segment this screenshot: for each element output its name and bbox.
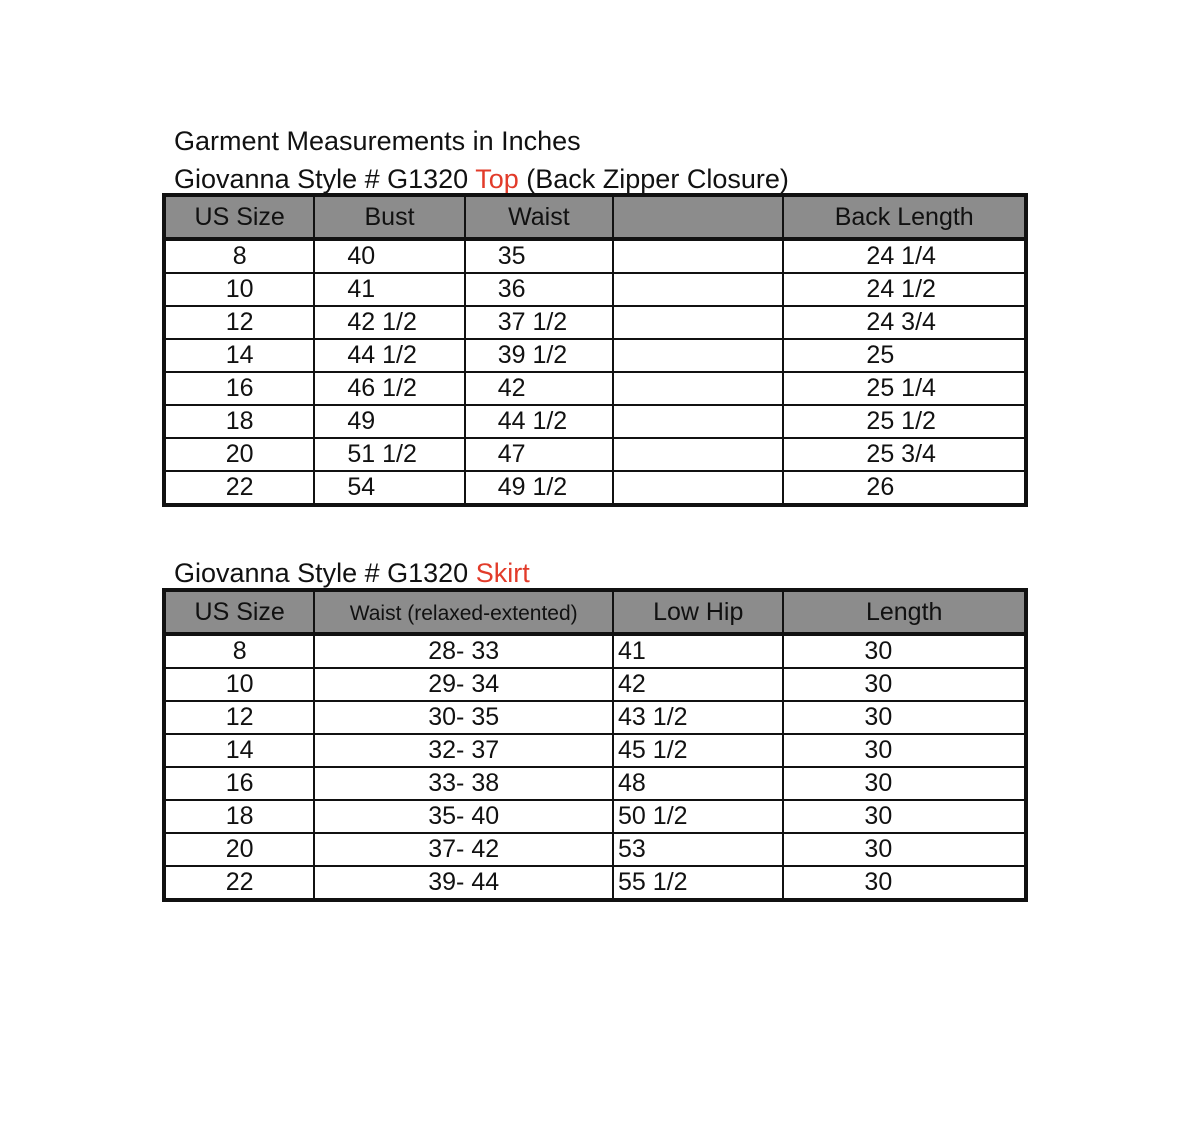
top-cell-blank <box>613 239 783 273</box>
skirt-table-row <box>164 800 1026 833</box>
skirt-header-length: Length <box>783 590 1026 634</box>
skirt-cell-us-size: 18 <box>164 800 314 833</box>
top-cell-back-length: 24 1/2 <box>783 273 1026 306</box>
top-cell-us-size: 12 <box>164 306 314 339</box>
top-cell-blank <box>613 471 783 505</box>
top-cell-blank <box>613 273 783 306</box>
skirt-cell-waist: 39- 44 <box>314 866 613 900</box>
top-title-prefix: Giovanna Style # G1320 <box>174 164 476 194</box>
top-table-body <box>164 239 1026 505</box>
skirt-cell-low-hip: 55 1/2 <box>613 866 783 900</box>
skirt-cell-length: 30 <box>783 734 1026 767</box>
top-title-accent: Top <box>475 164 519 194</box>
skirt-cell-low-hip: 50 1/2 <box>613 800 783 833</box>
top-cell-back-length: 25 1/4 <box>783 372 1026 405</box>
skirt-cell-length: 30 <box>783 634 1026 668</box>
top-table-row <box>164 372 1026 405</box>
skirt-title-accent: Skirt <box>475 558 530 588</box>
skirt-cell-length: 30 <box>783 800 1026 833</box>
top-cell-back-length: 26 <box>783 471 1026 505</box>
top-cell-waist: 39 1/2 <box>465 339 613 372</box>
top-cell-us-size: 22 <box>164 471 314 505</box>
top-cell-blank <box>613 372 783 405</box>
top-table-row <box>164 339 1026 372</box>
top-cell-waist: 36 <box>465 273 613 306</box>
top-cell-us-size: 16 <box>164 372 314 405</box>
skirt-table-row <box>164 833 1026 866</box>
top-cell-bust: 44 1/2 <box>314 339 464 372</box>
skirt-cell-us-size: 12 <box>164 701 314 734</box>
skirt-table-row <box>164 767 1026 800</box>
skirt-header-us-size: US Size <box>164 590 314 634</box>
skirt-table-row <box>164 668 1026 701</box>
top-cell-bust: 46 1/2 <box>314 372 464 405</box>
skirt-cell-length: 30 <box>783 767 1026 800</box>
top-cell-bust: 49 <box>314 405 464 438</box>
skirt-header-low-hip: Low Hip <box>613 590 783 634</box>
skirt-cell-low-hip: 48 <box>613 767 783 800</box>
skirt-cell-waist: 30- 35 <box>314 701 613 734</box>
skirt-cell-length: 30 <box>783 668 1026 701</box>
skirt-table-row <box>164 701 1026 734</box>
skirt-cell-waist: 32- 37 <box>314 734 613 767</box>
top-cell-us-size: 10 <box>164 273 314 306</box>
skirt-cell-length: 30 <box>783 701 1026 734</box>
top-cell-us-size: 8 <box>164 239 314 273</box>
top-size-table <box>162 193 1028 507</box>
top-table-row <box>164 306 1026 339</box>
top-cell-bust: 54 <box>314 471 464 505</box>
top-cell-us-size: 18 <box>164 405 314 438</box>
top-cell-waist: 47 <box>465 438 613 471</box>
top-header-back-length: Back Length <box>783 195 1026 239</box>
top-table-row <box>164 405 1026 438</box>
top-cell-bust: 41 <box>314 273 464 306</box>
skirt-table-body <box>164 634 1026 900</box>
top-cell-us-size: 20 <box>164 438 314 471</box>
skirt-cell-us-size: 8 <box>164 634 314 668</box>
top-cell-blank <box>613 438 783 471</box>
top-table-row <box>164 471 1026 505</box>
skirt-cell-us-size: 20 <box>164 833 314 866</box>
skirt-cell-length: 30 <box>783 866 1026 900</box>
skirt-cell-waist: 29- 34 <box>314 668 613 701</box>
top-cell-waist: 42 <box>465 372 613 405</box>
top-header-us-size: US Size <box>164 195 314 239</box>
top-header-blank <box>613 195 783 239</box>
page-title: Garment Measurements in Inches <box>174 126 581 156</box>
skirt-cell-low-hip: 45 1/2 <box>613 734 783 767</box>
top-cell-blank <box>613 339 783 372</box>
top-cell-waist: 37 1/2 <box>465 306 613 339</box>
top-cell-waist: 44 1/2 <box>465 405 613 438</box>
top-title-suffix: (Back Zipper Closure) <box>518 164 789 194</box>
top-cell-back-length: 25 1/2 <box>783 405 1026 438</box>
skirt-section-title <box>174 557 530 589</box>
top-cell-bust: 42 1/2 <box>314 306 464 339</box>
top-cell-back-length: 24 1/4 <box>783 239 1026 273</box>
skirt-table-row <box>164 634 1026 668</box>
skirt-header-row <box>164 590 1026 634</box>
top-cell-back-length: 25 <box>783 339 1026 372</box>
skirt-cell-waist: 28- 33 <box>314 634 613 668</box>
top-header-bust: Bust <box>314 195 464 239</box>
top-cell-blank <box>613 306 783 339</box>
top-cell-waist: 49 1/2 <box>465 471 613 505</box>
top-table-row <box>164 438 1026 471</box>
skirt-cell-length: 30 <box>783 833 1026 866</box>
top-cell-back-length: 25 3/4 <box>783 438 1026 471</box>
skirt-table-row <box>164 866 1026 900</box>
top-cell-bust: 51 1/2 <box>314 438 464 471</box>
skirt-cell-low-hip: 41 <box>613 634 783 668</box>
skirt-cell-low-hip: 42 <box>613 668 783 701</box>
skirt-header-waist: Waist (relaxed-extented) <box>314 590 613 634</box>
skirt-cell-low-hip: 53 <box>613 833 783 866</box>
skirt-cell-low-hip: 43 1/2 <box>613 701 783 734</box>
skirt-cell-us-size: 14 <box>164 734 314 767</box>
skirt-cell-waist: 33- 38 <box>314 767 613 800</box>
skirt-cell-us-size: 10 <box>164 668 314 701</box>
top-cell-bust: 40 <box>314 239 464 273</box>
skirt-size-table <box>162 588 1028 902</box>
skirt-cell-waist: 35- 40 <box>314 800 613 833</box>
top-header-row <box>164 195 1026 239</box>
top-section-title <box>174 163 789 195</box>
skirt-cell-us-size: 16 <box>164 767 314 800</box>
skirt-cell-waist: 37- 42 <box>314 833 613 866</box>
skirt-cell-us-size: 22 <box>164 866 314 900</box>
top-cell-waist: 35 <box>465 239 613 273</box>
skirt-table-row <box>164 734 1026 767</box>
top-table-row <box>164 273 1026 306</box>
top-cell-us-size: 14 <box>164 339 314 372</box>
skirt-title-prefix: Giovanna Style # G1320 <box>174 558 476 588</box>
top-table-row <box>164 239 1026 273</box>
top-header-waist: Waist <box>465 195 613 239</box>
top-cell-back-length: 24 3/4 <box>783 306 1026 339</box>
top-cell-blank <box>613 405 783 438</box>
